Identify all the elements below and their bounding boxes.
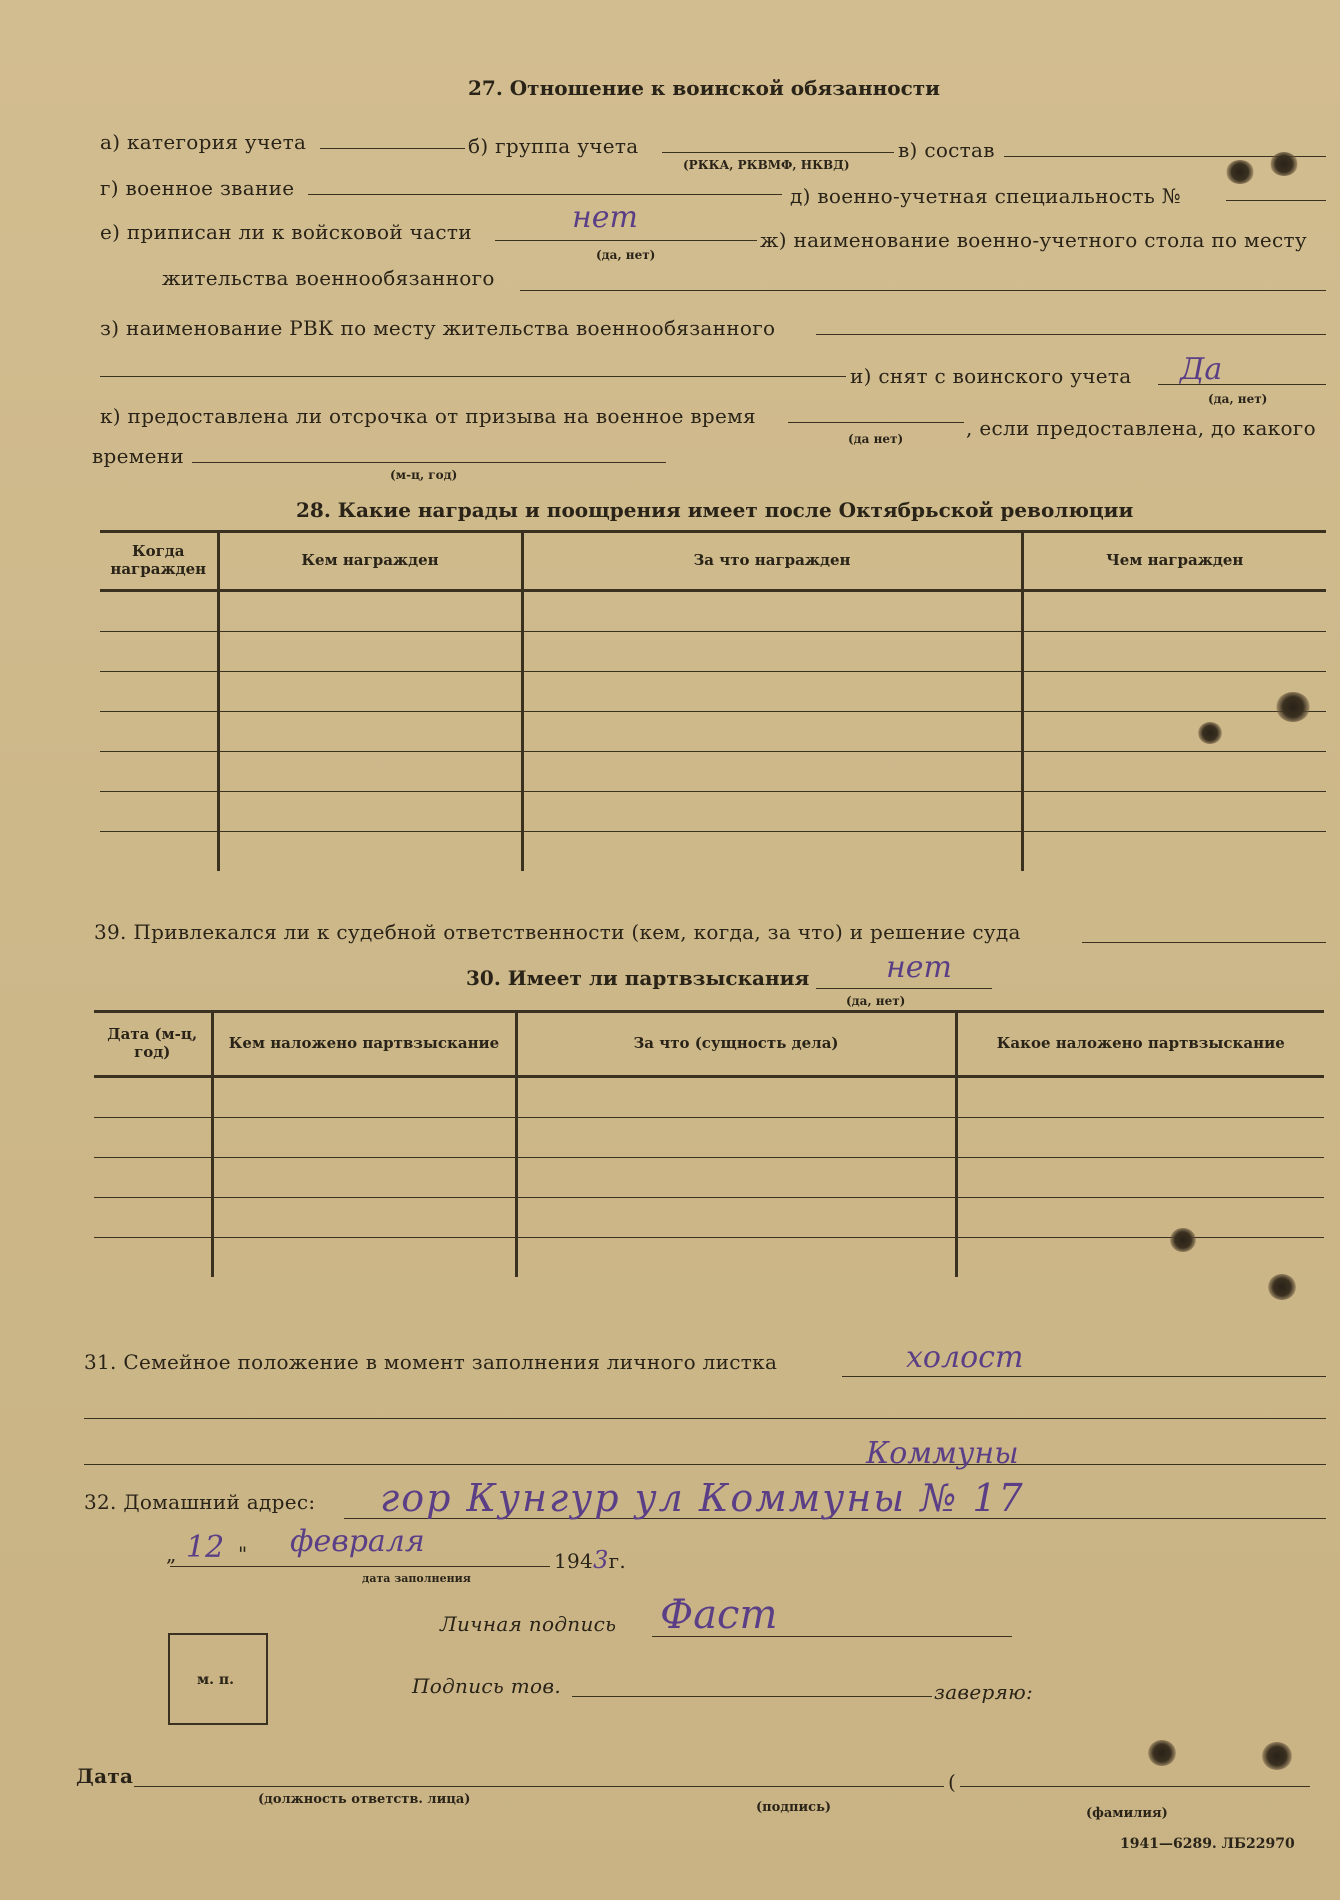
unit-assigned-field[interactable]	[495, 240, 757, 241]
unit-assigned-hint: (да, нет)	[596, 248, 656, 262]
punch-hole	[1148, 1740, 1176, 1766]
footer-position-field[interactable]	[134, 1786, 944, 1787]
certify-signature-field[interactable]	[572, 1696, 932, 1697]
footer-paren: (	[948, 1770, 957, 1794]
rank-label: г) военное звание	[100, 176, 295, 200]
section-30-title: 30. Имеет ли партвзыскания	[466, 966, 810, 990]
marital-status-value: холост	[906, 1340, 1024, 1375]
penalties-table	[94, 1012, 1324, 1277]
print-code: 1941—6289. ЛБ22970	[1120, 1836, 1295, 1852]
deferment-time-label: времени	[92, 444, 185, 468]
registry-desk-label: ж) наименование военно-учетного стола по месту	[760, 228, 1307, 252]
punch-hole	[1270, 152, 1298, 176]
section-27-title: 27. Отношение к воинской обязанности	[468, 76, 941, 100]
deferment-time-field[interactable]	[192, 462, 666, 463]
registry-desk-field[interactable]	[520, 290, 1326, 291]
deregistered-value: Да	[1180, 352, 1223, 387]
fill-date-year	[554, 1546, 626, 1574]
footer-position-hint: (должность ответств. лица)	[258, 1792, 471, 1807]
deferment-hint: (да нет)	[848, 432, 904, 446]
category-label: а) категория учета	[100, 130, 307, 154]
composition-label: в) состав	[898, 138, 995, 162]
court-label: 39. Привлекался ли к судебной ответственности (кем, когда, за что) и решение суда	[94, 920, 1021, 944]
table-row	[100, 671, 1326, 711]
home-address-label: 32. Домашний адрес:	[84, 1490, 316, 1514]
home-address-value: гор Кунгур ул Коммуны № 17	[380, 1476, 1025, 1520]
punch-hole	[1226, 160, 1254, 184]
penalties-col-for-what: За что (сущность дела)	[516, 1012, 956, 1076]
group-hint: (РККА, РКВМФ, НКВД)	[683, 158, 850, 172]
deregistered-label: и) снят с воинского учета	[850, 364, 1132, 388]
section-28-title: 28. Какие награды и поощрения имеет после Октябрьской революции	[296, 498, 1134, 522]
table-row	[100, 711, 1326, 751]
marital-status-label: 31. Семейное положение в момент заполнения личного листка	[84, 1350, 778, 1374]
penalties-col-date: Дата (м-ц, год)	[94, 1012, 212, 1076]
certify-signature-label: Подпись тов.	[412, 1674, 561, 1698]
personal-signature-label: Личная подпись	[440, 1612, 617, 1636]
fill-date-open-quote: „	[166, 1542, 177, 1566]
specialty-field[interactable]	[1226, 200, 1326, 201]
fill-date-year-prefix: 194	[554, 1549, 594, 1573]
unit-assigned-value: нет	[572, 200, 638, 235]
certify-label: заверяю:	[934, 1680, 1034, 1704]
fill-date-hint: дата заполнения	[362, 1572, 471, 1585]
awards-col-for-what: За что награжден	[522, 532, 1022, 590]
stamp-label: м. п.	[197, 1672, 235, 1688]
fill-date-day: 12	[186, 1530, 225, 1565]
punch-hole	[1268, 1274, 1296, 1300]
deregistered-hint: (да, нет)	[1208, 392, 1268, 406]
party-penalty-hint: (да, нет)	[846, 994, 906, 1008]
group-label: б) группа учета	[468, 134, 639, 158]
fill-date-field[interactable]	[170, 1566, 550, 1567]
deferment-until-label: , если предоставлена, до какого	[966, 416, 1316, 440]
group-field[interactable]	[662, 152, 894, 153]
table-row	[94, 1157, 1324, 1197]
party-penalty-value: нет	[886, 950, 952, 985]
awards-col-award: Чем награжден	[1022, 532, 1326, 590]
table-row	[100, 631, 1326, 671]
footer-date-label: Дата	[76, 1764, 134, 1788]
rvk-field[interactable]	[816, 334, 1326, 335]
rvk-field-2[interactable]	[100, 376, 846, 377]
footer-sign-hint: (подпись)	[756, 1800, 832, 1815]
marital-status-field-2[interactable]	[84, 1418, 1326, 1419]
awards-col-by-whom: Кем награжден	[218, 532, 522, 590]
table-row	[94, 1117, 1324, 1157]
punch-hole	[1262, 1742, 1292, 1770]
table-row	[100, 590, 1326, 631]
party-penalty-field[interactable]	[816, 988, 992, 989]
table-row	[100, 791, 1326, 831]
awards-col-when: Когда награжден	[100, 532, 218, 590]
fill-date-month: февраля	[290, 1524, 425, 1559]
fill-date-close-quote: "	[238, 1542, 248, 1566]
fill-date-year-unit: г.	[608, 1549, 627, 1573]
deferment-field[interactable]	[788, 422, 964, 423]
table-row	[94, 1076, 1324, 1117]
unit-assigned-label: е) приписан ли к войсковой части	[100, 220, 472, 244]
table-row	[100, 831, 1326, 871]
awards-table	[100, 532, 1326, 871]
table-row	[94, 1237, 1324, 1277]
marital-status-field-3[interactable]	[84, 1464, 1326, 1465]
registry-desk-label-2: жительства военнообязанного	[162, 266, 495, 290]
punch-hole	[1170, 1228, 1196, 1252]
fill-date-year-suffix: 3	[593, 1546, 609, 1574]
penalties-col-penalty: Какое наложено партвзыскание	[956, 1012, 1324, 1076]
category-field[interactable]	[320, 148, 465, 149]
rank-field[interactable]	[308, 194, 782, 195]
rvk-label: з) наименование РВК по месту жительства военнообязанного	[100, 316, 776, 340]
deferment-time-hint: (м-ц, год)	[390, 468, 458, 482]
table-row	[100, 751, 1326, 791]
punch-hole	[1198, 722, 1222, 744]
personal-signature-value: Фаст	[660, 1592, 778, 1638]
deferment-label: к) предоставлена ли отсрочка от призыва на военное время	[100, 404, 756, 428]
punch-hole	[1276, 692, 1310, 722]
footer-name-hint: (фамилия)	[1086, 1806, 1168, 1821]
footer-name-field[interactable]	[960, 1786, 1310, 1787]
home-address-correction: Коммуны	[866, 1436, 1019, 1471]
penalties-col-by-whom: Кем наложено партвзыскание	[212, 1012, 516, 1076]
court-field[interactable]	[1082, 942, 1326, 943]
specialty-label: д) военно-учетная специальность №	[790, 184, 1181, 208]
marital-status-field[interactable]	[842, 1376, 1326, 1377]
table-row	[94, 1197, 1324, 1237]
